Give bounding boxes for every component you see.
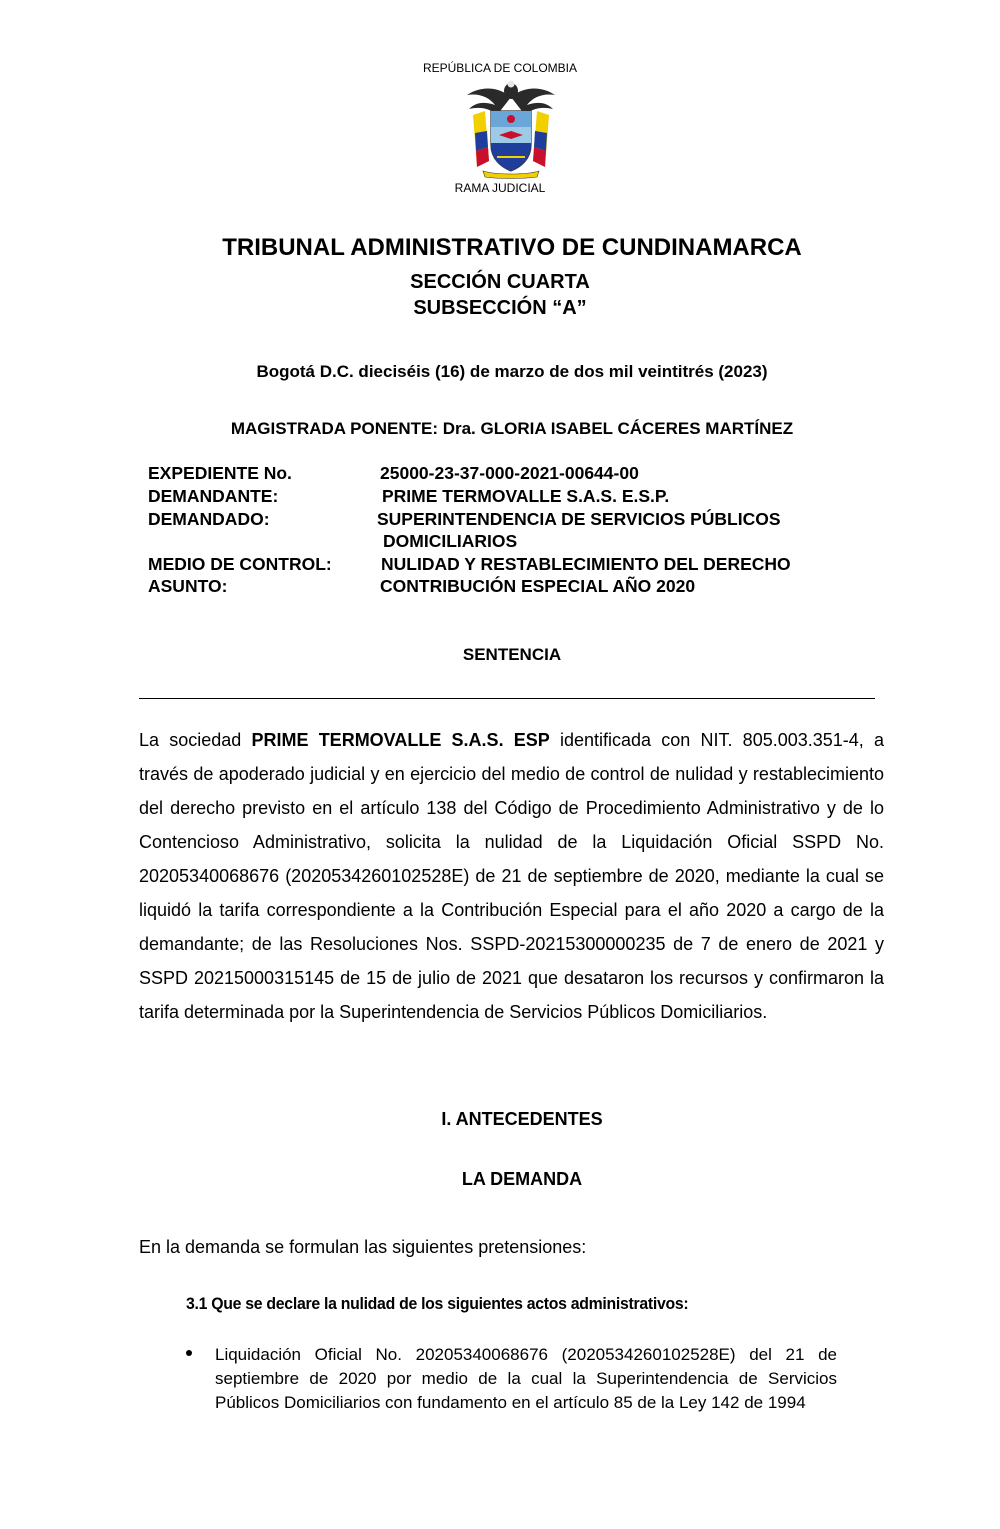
subsection-title: SUBSECCIÓN “A” xyxy=(413,297,587,319)
list-item: Liquidación Oficial No. 20205340068676 (2020534260102528E) del 21 de septiembre de 2020 por medio de la cual la Superintendencia de Servicios Públicos Domiciliarios con fundamento en el artículo 85 de la Ley 142 de 1994 xyxy=(215,1345,837,1412)
heading-3-1: 3.1 Que se declare la nulidad de los siguientes actos administrativos: xyxy=(186,1294,689,1313)
section-title: SECCIÓN CUARTA xyxy=(410,271,590,293)
demanda-heading: LA DEMANDA xyxy=(461,1169,583,1189)
asunto-label: ASUNTO: xyxy=(148,576,228,596)
demandante-value: PRIME TERMOVALLE S.A.S. E.S.P. xyxy=(382,486,670,506)
demandado-value-line1: SUPERINTENDENCIA DE SERVICIOS PÚBLICOS xyxy=(377,509,781,529)
demandado-label: DEMANDADO: xyxy=(148,509,270,529)
expediente-label: EXPEDIENTE No. xyxy=(148,463,292,483)
branch-label: RAMA JUDICIAL xyxy=(454,181,546,195)
divider-line xyxy=(139,698,875,699)
bullet-icon xyxy=(186,1350,192,1356)
court-title: TRIBUNAL ADMINISTRATIVO DE CUNDINAMARCA xyxy=(222,234,802,261)
para-rest: identificada con NIT. 805.003.351-4, a través de apoderado judicial y en ejercicio del medio de control de nulidad y restablecimiento del derecho previsto en el artículo 138 del Código de Procedimiento Administrativo y de lo Contencioso Administrativo, solicita la nulidad de la Liquidación Oficial SSPD No. 20205340068676 (2020534260102528E) de 21 de septiembre de 2020, mediante la cual se liquidó la tarifa correspondiente a la Contribución Especial para el año 2020 a cargo de la demandante; de las Resoluciones Nos. SSPD-20215300000235 de 7 de enero de 2021 y SSPD 20215000315145 de 15 de julio de 2021 que desataron los recursos y confirmaron la tarifa determinada por la Superintendencia de Servicios Públicos Domiciliarios. xyxy=(139,730,885,1022)
antecedentes-heading: I. ANTECEDENTES xyxy=(441,1109,603,1129)
date-line: Bogotá D.C. dieciséis (16) de marzo de dos mil veintitrés (2023) xyxy=(256,362,768,381)
medio-value: NULIDAD Y RESTABLECIMIENTO DEL DERECHO xyxy=(381,554,791,574)
para-start: La sociedad xyxy=(139,730,252,750)
ponente-line: MAGISTRADA PONENTE: Dra. GLORIA ISABEL CÁCERES MARTÍNEZ xyxy=(230,419,794,438)
company-name: PRIME TERMOVALLE S.A.S. ESP xyxy=(251,730,550,750)
expediente-value: 25000-23-37-000-2021-00644-00 xyxy=(380,463,639,483)
coat-of-arms-icon xyxy=(461,75,561,179)
pretensiones-intro: En la demanda se formulan las siguientes pretensiones: xyxy=(139,1237,587,1257)
medio-label: MEDIO DE CONTROL: xyxy=(148,554,332,574)
demandado-value-line2: DOMICILIARIOS xyxy=(383,531,518,551)
republic-label: REPÚBLICA DE COLOMBIA xyxy=(422,61,578,75)
demandante-label: DEMANDANTE: xyxy=(148,486,279,506)
asunto-value: CONTRIBUCIÓN ESPECIAL AÑO 2020 xyxy=(380,576,696,596)
sentencia-title: SENTENCIA xyxy=(462,645,562,664)
intro-paragraph xyxy=(139,723,884,1029)
